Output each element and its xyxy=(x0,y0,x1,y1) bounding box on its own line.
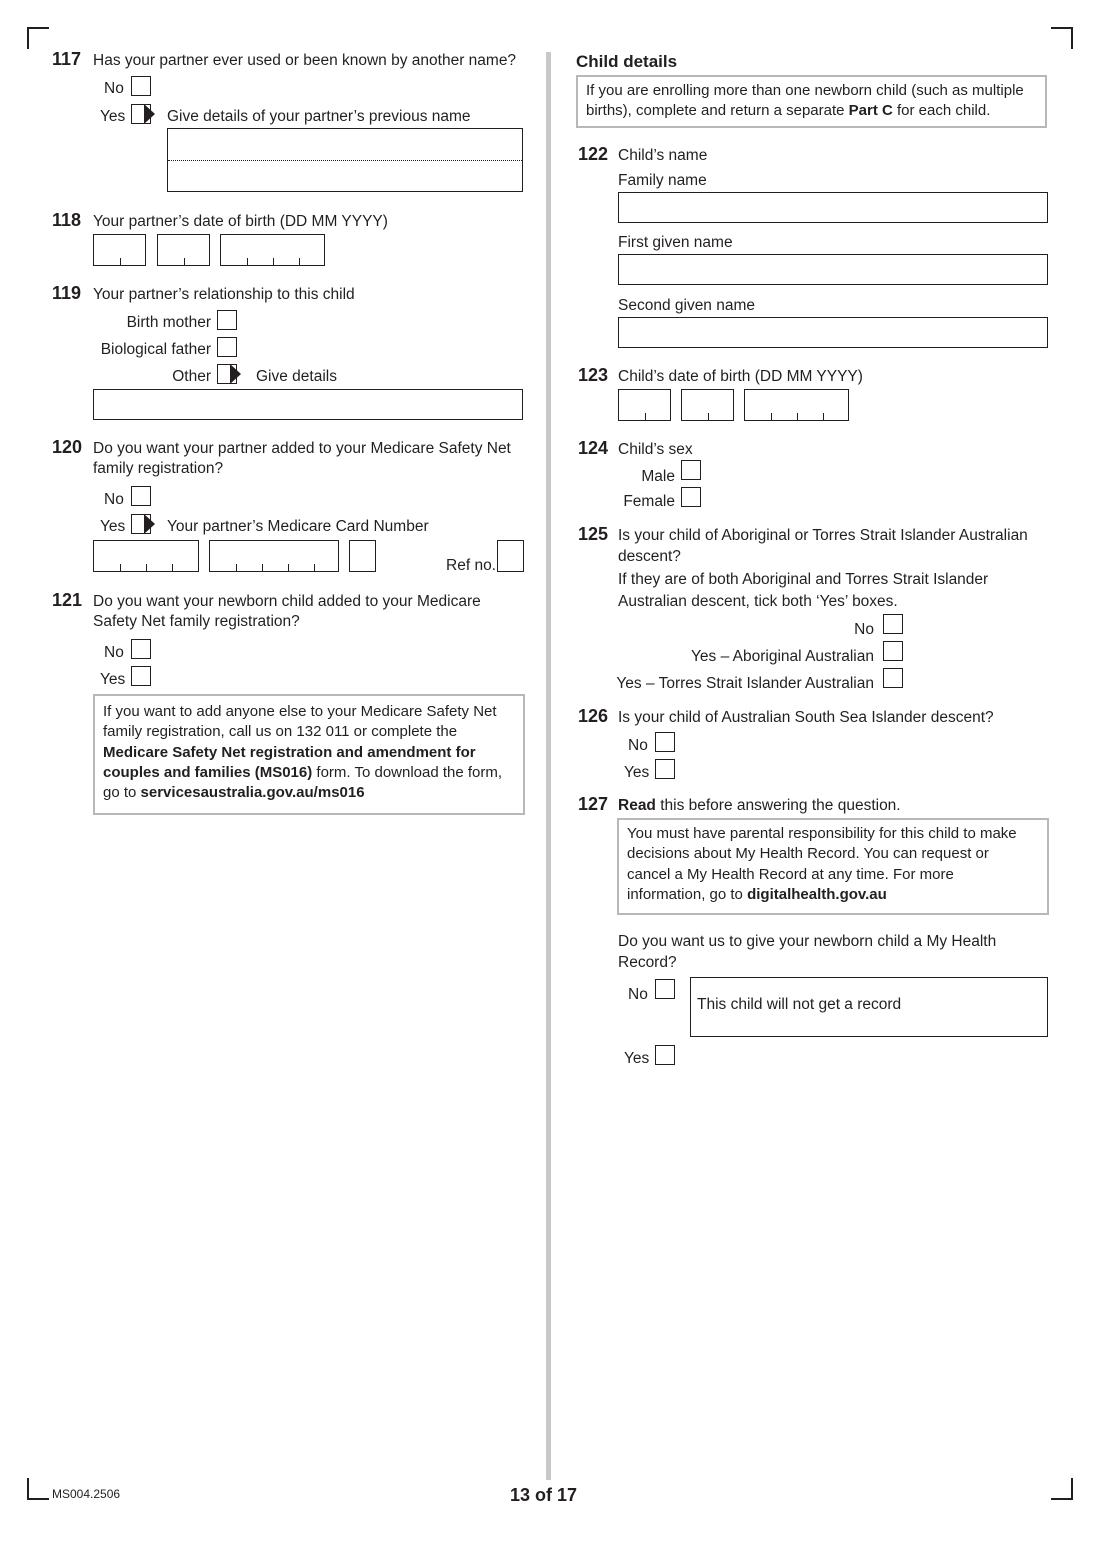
my-health-record-info-box xyxy=(617,818,1049,915)
crop-mark-bottom-right xyxy=(1051,1498,1073,1500)
info-line: Medicare Safety Net registration and amendment for xyxy=(103,743,476,761)
option-label-yes: Yes xyxy=(624,1050,650,1067)
question-text: family registration? xyxy=(93,460,224,477)
question-number: 120 xyxy=(52,437,83,457)
info-line: cancel a My Health Record at any time. For more xyxy=(627,865,954,883)
question-note: If they are of both Aboriginal and Torres Strait Islander xyxy=(618,571,989,588)
info-line: If you want to add anyone else to your Medicare Safety Net xyxy=(103,703,497,720)
medicare-card-part1-input[interactable] xyxy=(93,540,199,572)
option-label-birth-mother: Birth mother xyxy=(126,314,211,331)
checkbox-biological-father[interactable] xyxy=(217,337,237,357)
info-line: go to servicesaustralia.gov.au/ms016 xyxy=(103,784,365,801)
crop-mark-bottom-left xyxy=(27,1478,29,1500)
question-text: Child’s date of birth (DD MM YYYY) xyxy=(618,368,863,385)
info-line: decisions about My Health Record. You can request or xyxy=(627,845,989,863)
question-text: Child’s sex xyxy=(618,441,693,458)
column-divider xyxy=(546,52,551,1480)
crop-mark-top-left xyxy=(27,27,49,29)
option-label-aboriginal: Yes – Aboriginal Australian xyxy=(691,648,874,665)
first-given-name-label: First given name xyxy=(618,234,733,251)
ms016-link[interactable]: servicesaustralia.gov.au/ms016 xyxy=(140,784,365,801)
ref-no-label: Ref no. xyxy=(446,557,496,574)
checkbox-yes[interactable] xyxy=(655,759,675,779)
checkbox-yes-arrow[interactable] xyxy=(131,514,155,534)
medicare-card-part3-input[interactable] xyxy=(349,540,376,572)
question-number: 118 xyxy=(52,210,82,230)
checkbox-female[interactable] xyxy=(681,487,701,507)
question-text: descent? xyxy=(618,548,681,565)
crop-mark-top-right xyxy=(1071,27,1073,49)
option-label-female: Female xyxy=(623,493,675,510)
question-text: Do you want your newborn child added to your Medicare xyxy=(93,593,481,610)
dob-year-input[interactable] xyxy=(220,234,325,266)
option-label-yes: Yes xyxy=(624,764,650,781)
other-details-field[interactable] xyxy=(93,389,523,420)
checkbox-yes-arrow[interactable] xyxy=(131,104,155,124)
medicare-card-part2-input[interactable] xyxy=(209,540,339,572)
child-info-box xyxy=(576,75,1047,128)
crop-mark-bottom-right xyxy=(1071,1478,1073,1500)
question-number: 122 xyxy=(578,144,609,164)
option-label-no: No xyxy=(854,621,874,638)
option-label-yes: Yes xyxy=(100,518,126,535)
option-label-no: No xyxy=(628,737,648,754)
second-given-name-input[interactable] xyxy=(618,317,1048,348)
crop-mark-top-right xyxy=(1051,27,1073,29)
child-dob-year-input[interactable] xyxy=(744,389,849,421)
question-text: Safety Net family registration? xyxy=(93,613,300,630)
family-name-input[interactable] xyxy=(618,192,1048,223)
digitalhealth-link[interactable]: digitalhealth.gov.au xyxy=(747,885,887,903)
checkbox-no[interactable] xyxy=(131,76,151,96)
info-line: couples and families (MS016) form. To download the form, xyxy=(103,763,503,781)
option-label-no: No xyxy=(628,986,648,1003)
info-line: family registration, call us on 132 011 or complete the xyxy=(103,723,458,741)
question-text: Is your child of Aboriginal or Torres Strait Islander Australian xyxy=(618,527,1028,544)
option-label-other: Other xyxy=(172,368,211,385)
option-label-no: No xyxy=(104,644,124,661)
option-label-male: Male xyxy=(641,468,675,485)
no-record-note-box xyxy=(690,977,1048,1037)
question-note: Australian descent, tick both ‘Yes’ boxes. xyxy=(618,593,898,610)
question-text: Do you want your partner added to your Medicare Safety Net xyxy=(93,440,511,457)
question-text: Read this before answering the question. xyxy=(618,797,901,814)
question-number: 126 xyxy=(578,706,609,726)
page-number: 13 of 17 xyxy=(510,1485,578,1505)
question-number: 121 xyxy=(52,590,83,610)
crop-mark-top-left xyxy=(27,27,29,49)
option-label-yes: Yes xyxy=(100,108,126,125)
info-line: births), complete and return a separate Part C for each child. xyxy=(586,102,991,120)
question-text: Is your child of Australian South Sea Islander descent? xyxy=(618,709,994,726)
form-code: MS004.2506 xyxy=(52,1487,121,1501)
question-text: Your partner’s date of birth (DD MM YYYY) xyxy=(93,213,388,230)
previous-name-field[interactable] xyxy=(167,128,523,192)
question-text: Do you want us to give your newborn child a My Health xyxy=(618,933,997,950)
yes-detail-label: Give details of your partner’s previous name xyxy=(167,108,471,125)
checkbox-yes-torres-strait[interactable] xyxy=(883,668,903,688)
safety-net-info-box xyxy=(93,694,525,815)
medicare-card-label: Your partner’s Medicare Card Number xyxy=(167,518,429,535)
info-line: If you are enrolling more than one newborn child (such as multiple xyxy=(586,82,1024,99)
question-number: 124 xyxy=(578,438,609,458)
option-label-biological-father: Biological father xyxy=(100,341,211,358)
checkbox-male[interactable] xyxy=(681,460,701,480)
other-detail-label: Give details xyxy=(256,368,337,385)
field-divider xyxy=(168,160,522,161)
child-dob-month-input[interactable] xyxy=(681,389,734,421)
question-text: Your partner’s relationship to this child xyxy=(93,286,355,303)
checkbox-other-arrow[interactable] xyxy=(217,364,241,384)
question-number: 127 xyxy=(578,794,609,814)
question-number: 123 xyxy=(578,365,609,385)
crop-mark-bottom-left xyxy=(27,1498,49,1500)
checkbox-no[interactable] xyxy=(655,732,675,752)
info-line: You must have parental responsibility for this child to make xyxy=(627,825,1017,842)
ref-no-input[interactable] xyxy=(497,540,524,572)
checkbox-yes[interactable] xyxy=(655,1045,675,1065)
family-name-label: Family name xyxy=(618,172,707,189)
second-given-name-label: Second given name xyxy=(618,297,756,314)
checkbox-no[interactable] xyxy=(131,639,151,659)
option-label-no: No xyxy=(104,80,124,97)
option-label-no: No xyxy=(104,491,124,508)
question-number: 117 xyxy=(52,49,82,69)
checkbox-no[interactable] xyxy=(655,979,675,999)
option-label-torres-strait: Yes – Torres Strait Islander Australian xyxy=(616,675,874,692)
no-record-note: This child will not get a record xyxy=(697,996,902,1013)
dob-month-input[interactable] xyxy=(157,234,210,266)
first-given-name-input[interactable] xyxy=(618,254,1048,285)
question-number: 119 xyxy=(52,283,82,303)
dob-day-input[interactable] xyxy=(93,234,146,266)
question-text: Record? xyxy=(618,954,677,971)
checkbox-yes[interactable] xyxy=(131,666,151,686)
section-heading: Child details xyxy=(576,52,678,71)
checkbox-yes-aboriginal[interactable] xyxy=(883,641,903,661)
checkbox-no[interactable] xyxy=(131,486,151,506)
question-text: Child’s name xyxy=(618,147,708,164)
option-label-yes: Yes xyxy=(100,671,126,688)
child-dob-day-input[interactable] xyxy=(618,389,671,421)
question-text: Has your partner ever used or been known by another name? xyxy=(93,52,517,69)
info-line: information, go to digitalhealth.gov.au xyxy=(627,885,887,903)
checkbox-no[interactable] xyxy=(883,614,903,634)
question-number: 125 xyxy=(578,524,609,544)
checkbox-birth-mother[interactable] xyxy=(217,310,237,330)
